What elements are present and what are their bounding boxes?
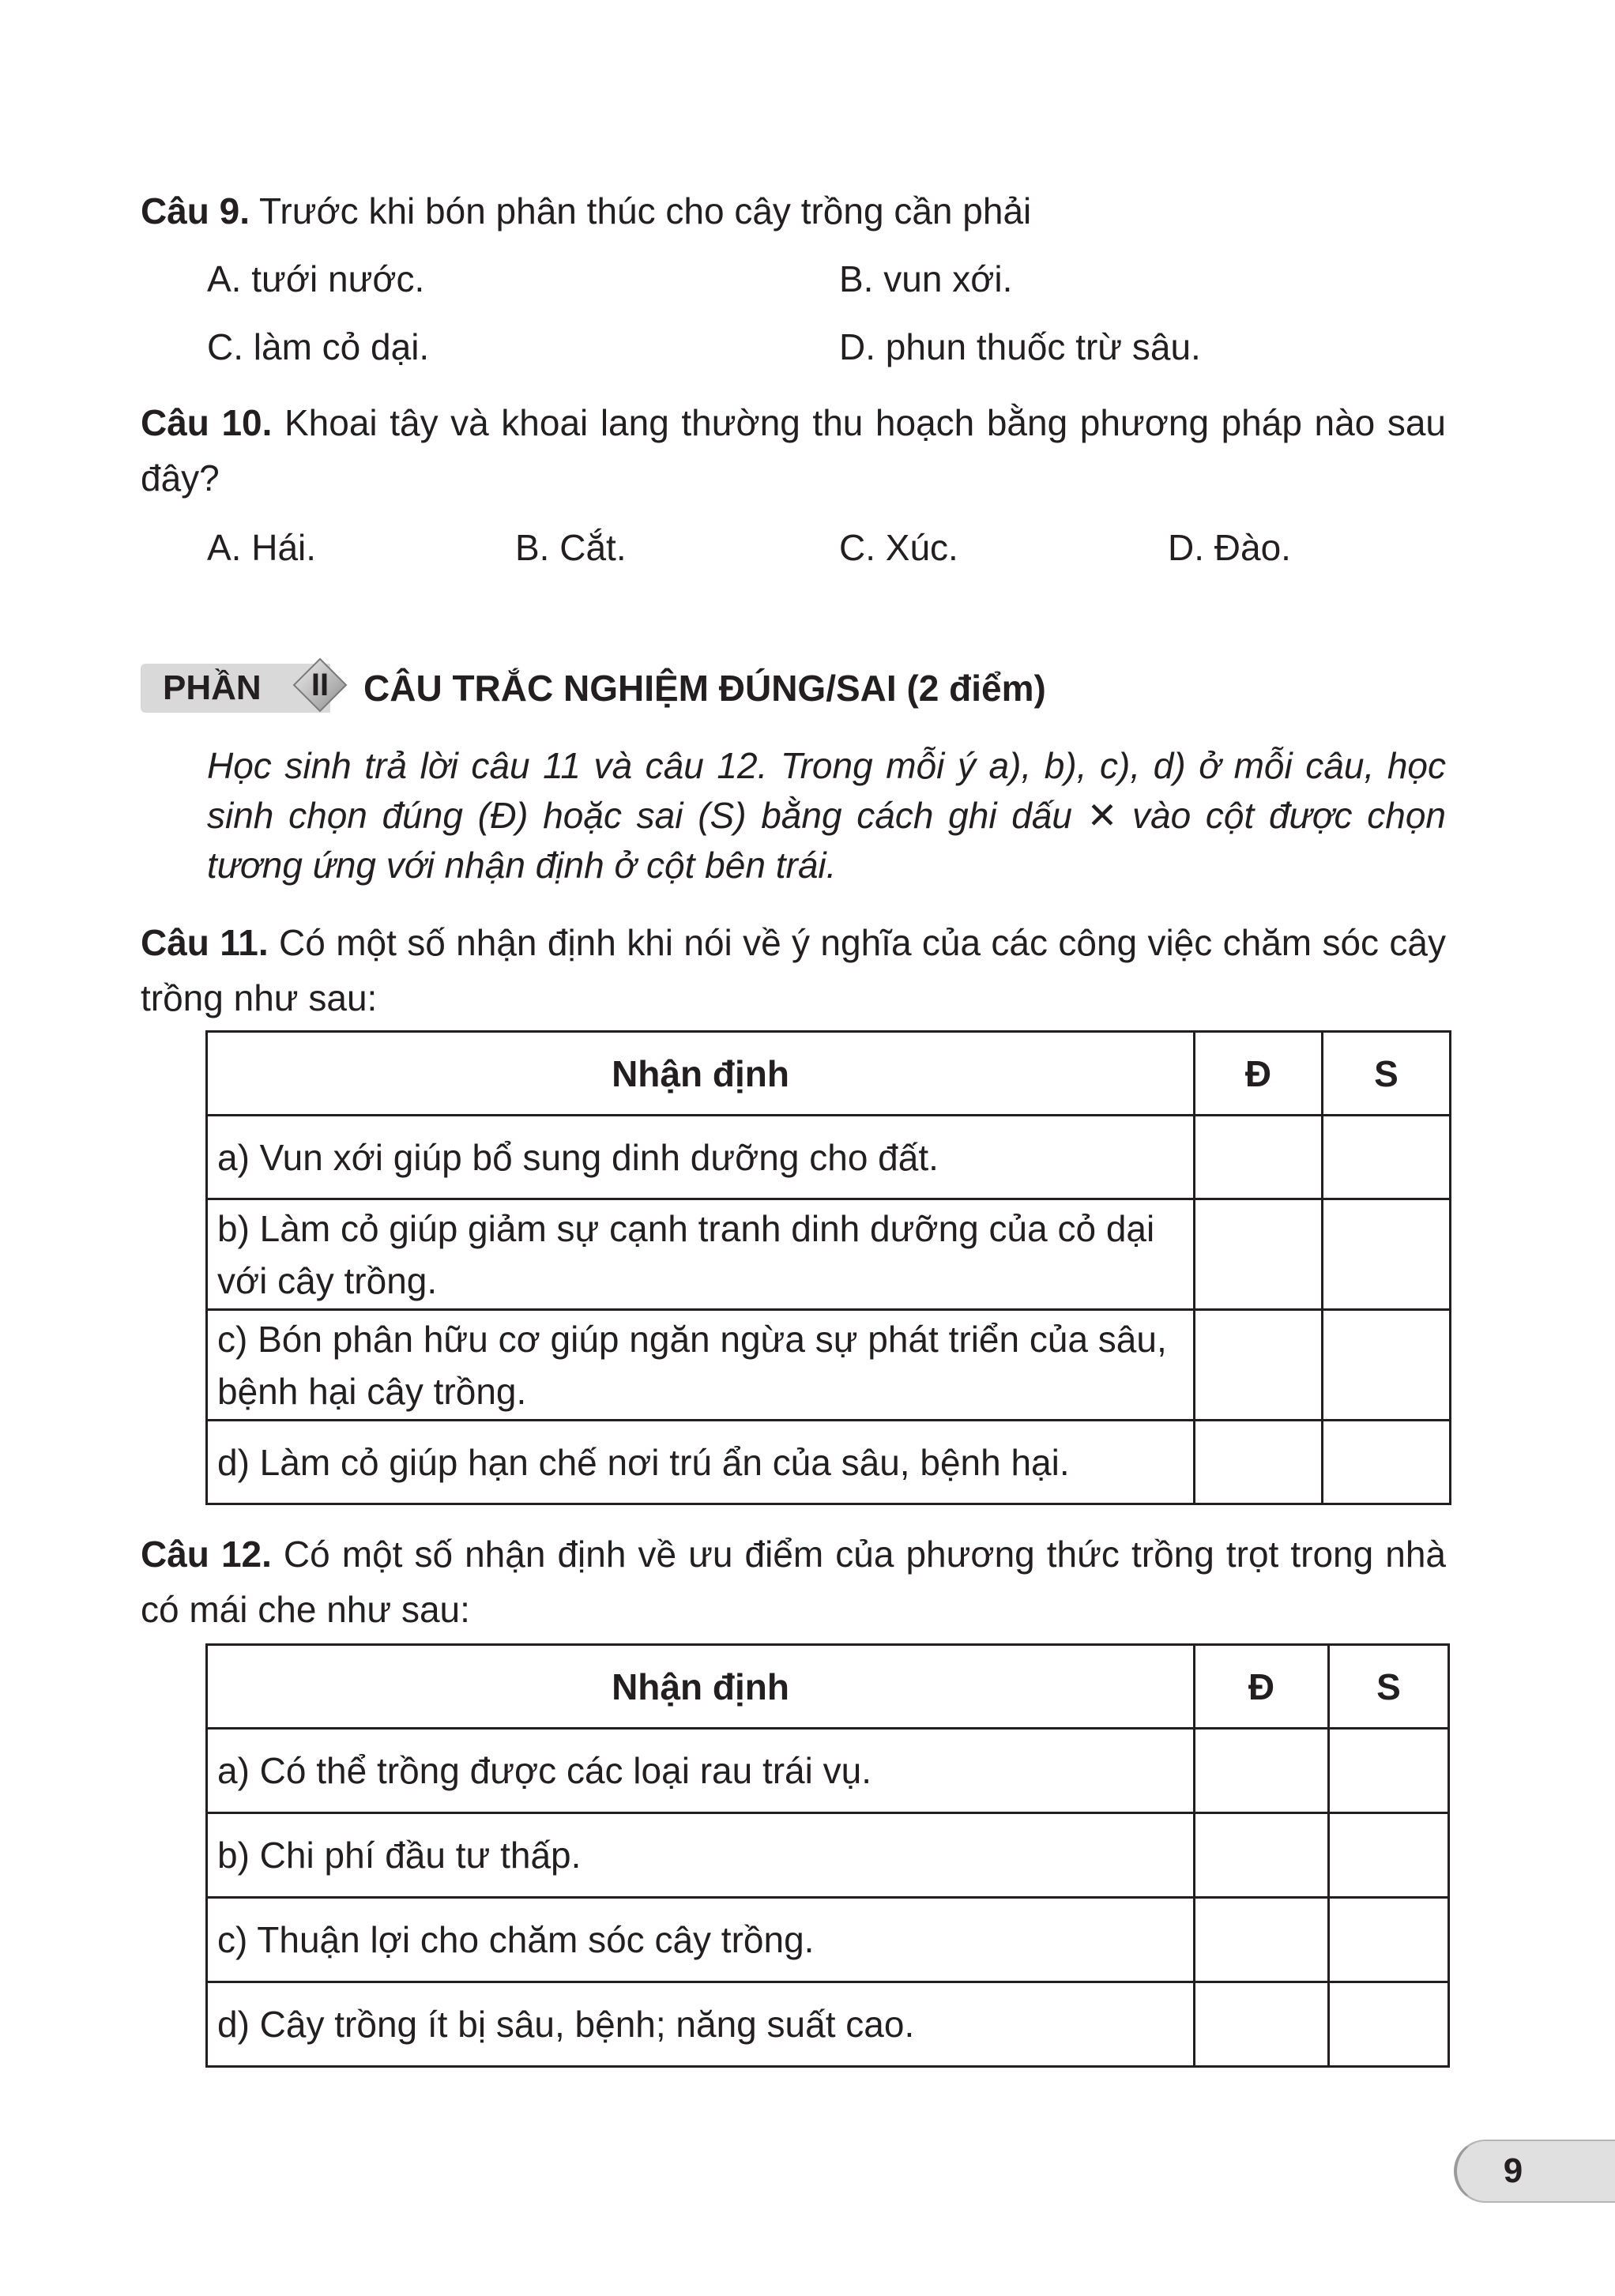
- q11-table: [205, 1030, 1451, 1505]
- q10-option-c: C. Xúc.: [839, 527, 958, 568]
- statement-cell: c) Bón phân hữu cơ giúp ngăn ngừa sự phát triển của sâu, bệnh hại cây trồng.: [207, 1310, 1195, 1421]
- false-answer-cell[interactable]: [1323, 1421, 1451, 1504]
- statement-cell: b) Chi phí đầu tư thấp.: [207, 1813, 1195, 1898]
- question-9-text: Trước khi bón phân thúc cho cây trồng cần phải: [250, 190, 1032, 231]
- statement-cell: a) Vun xới giúp bổ sung dinh dưỡng cho đất.: [207, 1116, 1195, 1199]
- section-title: CÂU TRẮC NGHIỆM ĐÚNG/SAI (2 điểm): [363, 668, 1046, 709]
- false-answer-cell[interactable]: [1323, 1116, 1451, 1199]
- q9-option-c: C. làm cỏ dại.: [207, 326, 430, 367]
- true-answer-cell[interactable]: [1195, 1421, 1323, 1504]
- q10-option-b: B. Cắt.: [515, 527, 627, 568]
- header-statement: Nhận định: [207, 1645, 1195, 1729]
- statement-cell: d) Cây trồng ít bị sâu, bệnh; năng suất cao.: [207, 1982, 1195, 2067]
- q9-option-b: B. vun xới.: [839, 258, 1013, 299]
- true-answer-cell[interactable]: [1195, 1116, 1323, 1199]
- q9-option-a: A. tưới nước.: [207, 258, 425, 299]
- false-answer-cell[interactable]: [1329, 1813, 1449, 1898]
- page-number: 9: [1503, 2151, 1523, 2190]
- section-badge-word: PHẦN: [163, 668, 262, 707]
- question-12: [141, 1526, 1446, 1637]
- section-badge: [141, 657, 350, 716]
- true-answer-cell[interactable]: [1195, 1813, 1329, 1898]
- true-answer-cell[interactable]: [1195, 1898, 1329, 1982]
- question-10-text: Khoai tây và khoai lang thường thu hoạch bằng phương pháp nào sau đây?: [141, 402, 1446, 499]
- true-answer-cell[interactable]: [1195, 1982, 1329, 2067]
- q9-option-d: D. phun thuốc trừ sâu.: [839, 326, 1201, 367]
- instructions-text-start: Học sinh trả lời câu 11 và câu 12. Trong mỗi ý a), b), c), d) ở mỗi câu, học sinh chọn đúng (Đ) hoặc sai (S) bằng cách ghi dấu: [207, 745, 1446, 836]
- q10-option-a: A. Hái.: [207, 527, 317, 568]
- question-11: [141, 915, 1446, 1026]
- table-row: [207, 1898, 1449, 1982]
- false-answer-cell[interactable]: [1329, 1898, 1449, 1982]
- question-10-label: Câu 10.: [141, 402, 273, 443]
- header-true: Đ: [1195, 1645, 1329, 1729]
- header-false: S: [1323, 1032, 1451, 1116]
- question-10: [141, 395, 1446, 506]
- q12-table: [205, 1643, 1450, 2068]
- x-mark-icon: ✕: [1086, 795, 1118, 836]
- header-true: Đ: [1195, 1032, 1323, 1116]
- false-answer-cell[interactable]: [1329, 1982, 1449, 2067]
- table-row: [207, 1310, 1451, 1421]
- table-row: [207, 1116, 1451, 1199]
- statement-cell: c) Thuận lợi cho chăm sóc cây trồng.: [207, 1898, 1195, 1982]
- false-answer-cell[interactable]: [1329, 1729, 1449, 1813]
- table-row: [207, 1199, 1451, 1310]
- question-12-text: Có một số nhận định về ưu điểm của phương thức trồng trọt trong nhà có mái che như sau:: [141, 1534, 1446, 1630]
- question-11-label: Câu 11.: [141, 922, 269, 963]
- table-row: [207, 1421, 1451, 1504]
- section-badge-number: II: [311, 668, 329, 702]
- q10-option-d: D. Đào.: [1168, 527, 1291, 568]
- true-answer-cell[interactable]: [1195, 1310, 1323, 1421]
- table-row: [207, 1729, 1449, 1813]
- question-9: [141, 186, 1446, 235]
- instructions-text-end: vào cột được chọn tương ứng với nhận định ở cột bên trái.: [207, 795, 1446, 886]
- true-answer-cell[interactable]: [1195, 1199, 1323, 1310]
- statement-cell: a) Có thể trồng được các loại rau trái vụ.: [207, 1729, 1195, 1813]
- section-instructions: [207, 741, 1446, 890]
- question-9-label: Câu 9.: [141, 190, 250, 231]
- table-row: [207, 1982, 1449, 2067]
- statement-cell: b) Làm cỏ giúp giảm sự cạnh tranh dinh dưỡng của cỏ dại với cây trồng.: [207, 1199, 1195, 1310]
- false-answer-cell[interactable]: [1323, 1199, 1451, 1310]
- table-header-row: [207, 1032, 1451, 1116]
- question-11-text: Có một số nhận định khi nói về ý nghĩa của các công việc chăm sóc cây trồng như sau:: [141, 922, 1446, 1018]
- false-answer-cell[interactable]: [1323, 1310, 1451, 1421]
- table-header-row: [207, 1645, 1449, 1729]
- table-row: [207, 1813, 1449, 1898]
- header-false: S: [1329, 1645, 1449, 1729]
- question-12-label: Câu 12.: [141, 1534, 272, 1575]
- header-statement: Nhận định: [207, 1032, 1195, 1116]
- statement-cell: d) Làm cỏ giúp hạn chế nơi trú ẩn của sâu, bệnh hại.: [207, 1421, 1195, 1504]
- true-answer-cell[interactable]: [1195, 1729, 1329, 1813]
